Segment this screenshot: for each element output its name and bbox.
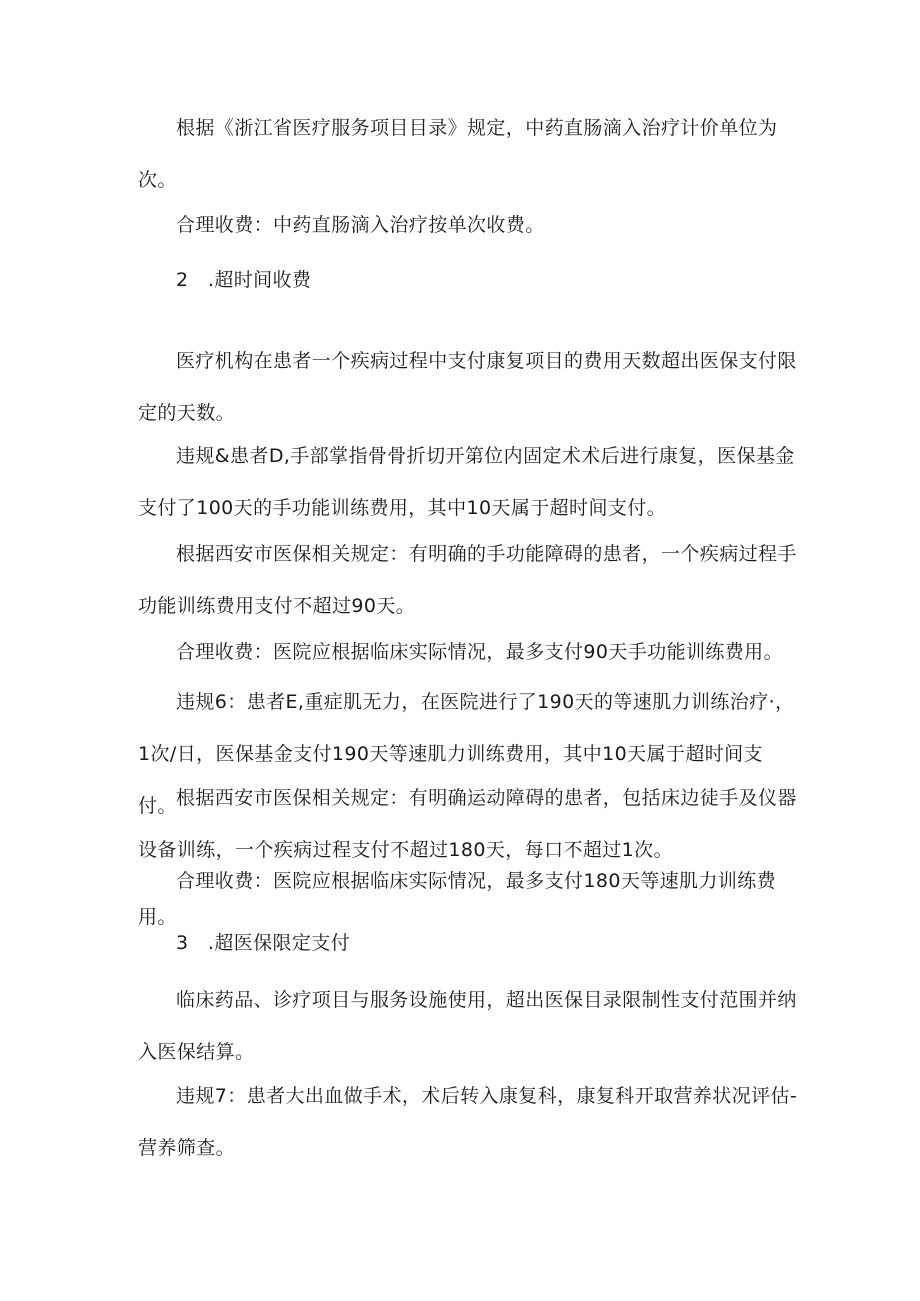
paragraph-reasonable-charge-2: 合理收费：医院应根据临床实际情况，最多支付90天手功能训练费用。 bbox=[176, 641, 783, 663]
section-heading-3: 3 .超医保限定支付 bbox=[176, 932, 351, 954]
paragraph-xian-rule-hand: 根据西安市医保相关规定：有明确的手功能障碍的患者，一个疾病过程手功能训练费用支付不超过90天。 bbox=[138, 543, 797, 617]
paragraph-xian-rule-motor: 根据西安市医保相关规定：有明确运动障碍的患者，包括床边徒手及仪器设备训练，一个疾病过程支付不超过180天，每口不超过1次。 bbox=[138, 787, 797, 861]
paragraph-violation-6: 违规6：患者E,重症肌无力，在医院进行了190天的等速肌力训练治疗·，1次/日，医保基金支付190天等速肌力训练费用，其中10天属于超时间支付。 bbox=[138, 691, 795, 817]
section-heading-2: 2 .超时间收费 bbox=[176, 269, 312, 291]
paragraph-reasonable-charge-3: 合理收费：医院应根据临床实际情况，最多支付180天等速肌力训练费用。 bbox=[138, 870, 777, 928]
paragraph-reasonable-charge-1: 合理收费：中药直肠滴入治疗按单次收费。 bbox=[176, 214, 545, 236]
paragraph-violation-d: 违规&患者D,手部掌指骨骨折切开第位内固定术术后进行康复，医保基金支付了100天的手功能训练费用，其中10天属于超时间支付。 bbox=[138, 445, 795, 519]
paragraph-overtime-definition: 医疗机构在患者一个疾病过程中支付康复项目的费用天数超出医保支付限定的天数。 bbox=[138, 350, 797, 424]
paragraph-over-limit-definition: 临床药品、诊疗项目与服务设施使用，超出医保目录限制性支付范围并纳入医保结算。 bbox=[138, 989, 797, 1063]
paragraph-violation-7: 违规7：患者大出血做手术，术后转入康复科，康复科开取营养状况评估-营养筛查。 bbox=[138, 1085, 798, 1159]
paragraph-pricing-unit: 根据《浙江省医疗服务项目目录》规定，中药直肠滴入治疗计价单位为次。 bbox=[138, 117, 778, 191]
